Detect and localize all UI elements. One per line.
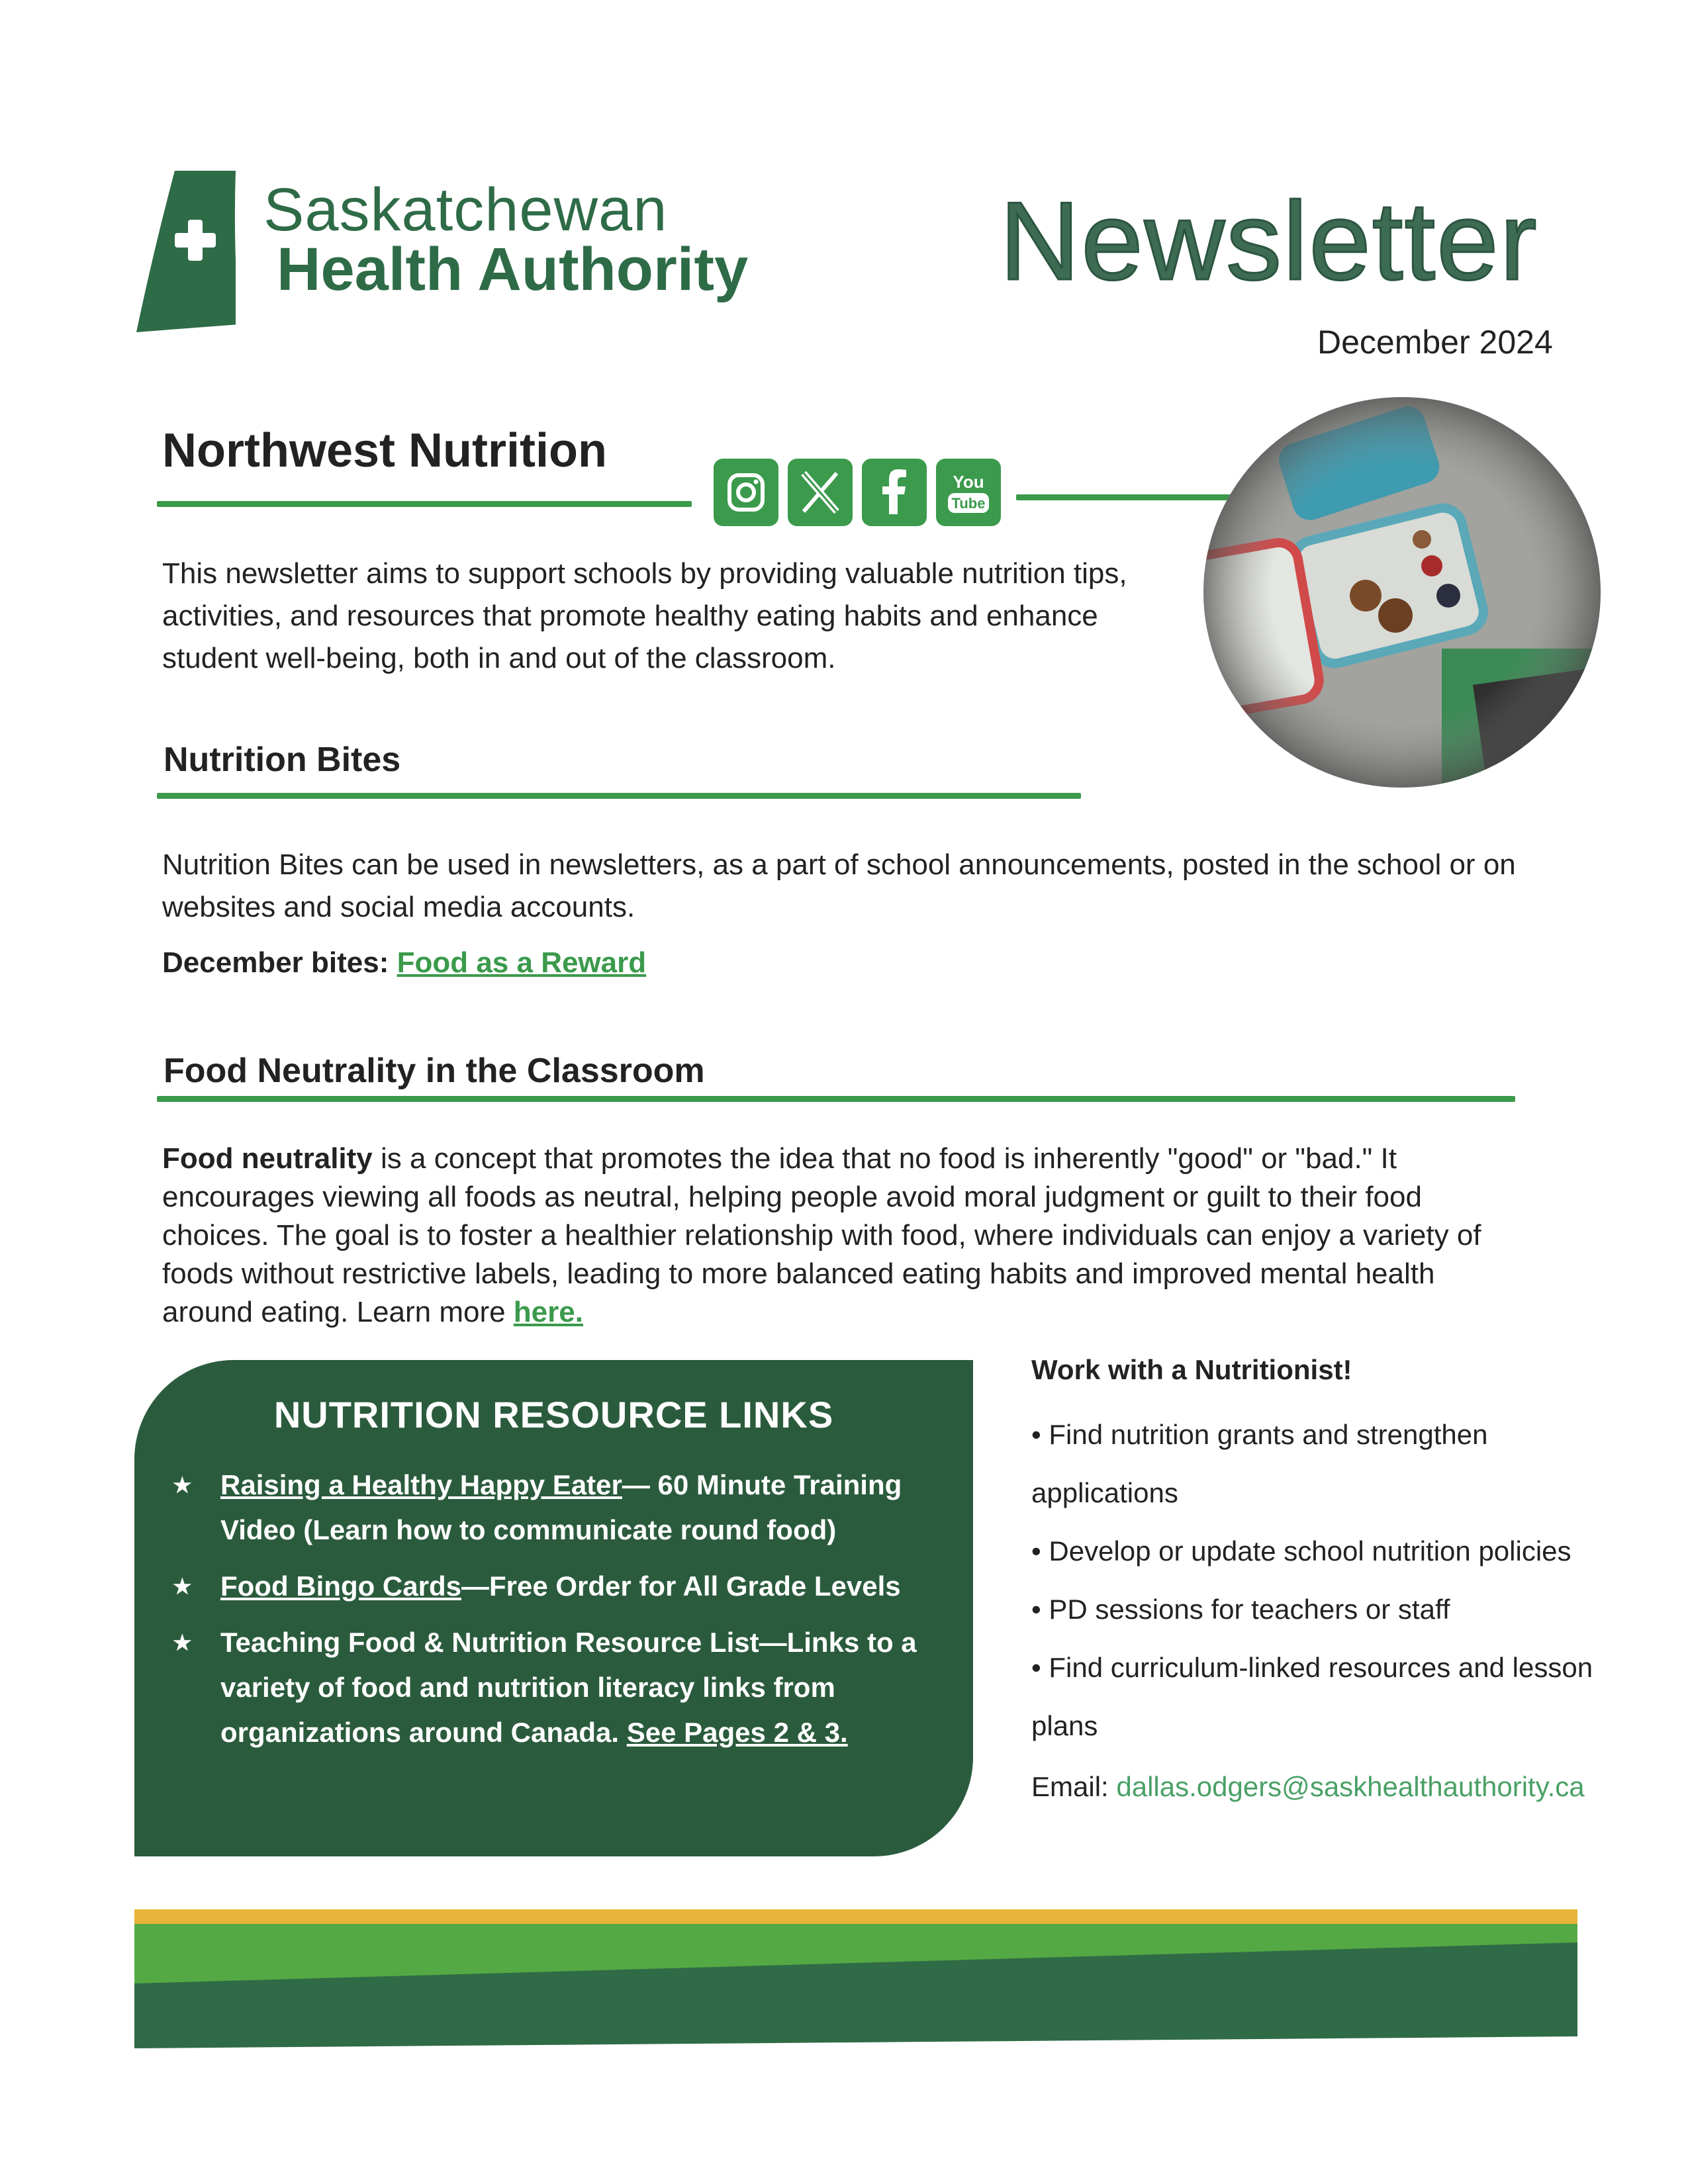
email-link[interactable]: dallas.odgers@saskhealthauthority.ca: [1116, 1771, 1585, 1802]
issue-date: December 2024: [1317, 324, 1553, 361]
resource-desc: Teaching Food & Nutrition Resource List—Links to a variety of food and nutrition literacy links from organizations around Canada.: [220, 1627, 917, 1748]
instagram-icon[interactable]: [714, 459, 778, 526]
food-neutrality-body: is a concept that promotes the idea that no food is inherently "good" or "bad." It encourages viewing all foods as neutral, helping people avoid moral judgment or guilt to their food choices. The goal is to foster a healthier relationship with food, where individuals can enjoy a variety of foods without restrictive labels, leading to more balanced eating habits and improved mental health around eating. Learn more: [162, 1142, 1481, 1328]
email-label: Email:: [1031, 1771, 1117, 1802]
resource-link[interactable]: Raising a Healthy Happy Eater: [220, 1469, 622, 1500]
nutritionist-item: • Develop or update school nutrition policies: [1031, 1535, 1571, 1567]
nutrition-bites-text: Nutrition Bites can be used in newsletters, as a part of school announcements, posted in the school or on websites and social media accounts.: [162, 848, 1516, 923]
resource-list: [173, 1463, 949, 1766]
december-bites-line: [162, 946, 646, 979]
resource-item: [173, 1463, 949, 1553]
food-neutrality-text: [162, 1140, 1526, 1332]
intro-text: This newsletter aims to support schools by providing valuable nutrition tips, activities, and resources that promote healthy eating habits and enhance student well-being, both in and out of the classroom.: [162, 557, 1127, 674]
learn-more-link[interactable]: here.: [513, 1296, 583, 1328]
facebook-icon[interactable]: [862, 459, 927, 526]
nutritionist-heading: Work with a Nutritionist!: [1031, 1354, 1352, 1385]
resource-desc: —Free Order for All Grade Levels: [461, 1570, 901, 1602]
health-cross-icon: [136, 171, 236, 332]
title-rule-left: [157, 501, 692, 507]
food-neutrality-term: Food neutrality: [162, 1142, 373, 1175]
youtube-label-bottom: Tube: [951, 495, 986, 512]
food-neutrality-rule: [157, 1096, 1515, 1102]
star-bullet-icon: ★: [173, 1631, 192, 1655]
resource-links-box: [134, 1360, 973, 1856]
email-line: [1031, 1767, 1614, 1807]
youtube-label-top: You: [953, 472, 984, 492]
star-bullet-icon: ★: [173, 1574, 192, 1598]
x-icon[interactable]: [788, 459, 853, 526]
resource-item: [173, 1620, 949, 1755]
resource-link[interactable]: See Pages 2 & 3.: [626, 1717, 848, 1748]
resource-links-title: NUTRITION RESOURCE LINKS: [273, 1394, 834, 1435]
org-name-line2: Health Authority: [277, 236, 749, 303]
december-bites-label: December bites:: [162, 946, 389, 979]
nutrition-bites-rule: [157, 793, 1081, 799]
youtube-icon[interactable]: [936, 459, 1001, 526]
social-links: [714, 459, 1002, 527]
lunchbox-photo: [1203, 397, 1601, 788]
resource-desc: — 60 Minute Training Video (Learn how to communicate round food): [220, 1469, 902, 1545]
nutritionist-column: [1031, 1350, 1614, 1807]
food-as-reward-link[interactable]: Food as a Reward: [397, 946, 647, 979]
nutritionist-item: • PD sessions for teachers or staff: [1031, 1594, 1450, 1625]
nutritionist-item: • Find curriculum-linked resources and lesson plans: [1031, 1652, 1593, 1741]
star-bullet-icon: ★: [173, 1473, 192, 1497]
nutrition-bites-heading: Nutrition Bites: [164, 741, 401, 779]
food-neutrality-heading: Food Neutrality in the Classroom: [164, 1052, 705, 1090]
masthead-title: Newsletter: [1000, 179, 1538, 303]
section-title: Northwest Nutrition: [162, 424, 607, 477]
footer-gold-band: [134, 1909, 1577, 1924]
footer-dark-band: [134, 1942, 1577, 2048]
org-name-line1: Saskatchewan: [263, 176, 668, 244]
resource-link[interactable]: Food Bingo Cards: [220, 1570, 461, 1602]
nutritionist-item: • Find nutrition grants and strengthen applications: [1031, 1419, 1488, 1508]
resource-item: [173, 1564, 949, 1609]
